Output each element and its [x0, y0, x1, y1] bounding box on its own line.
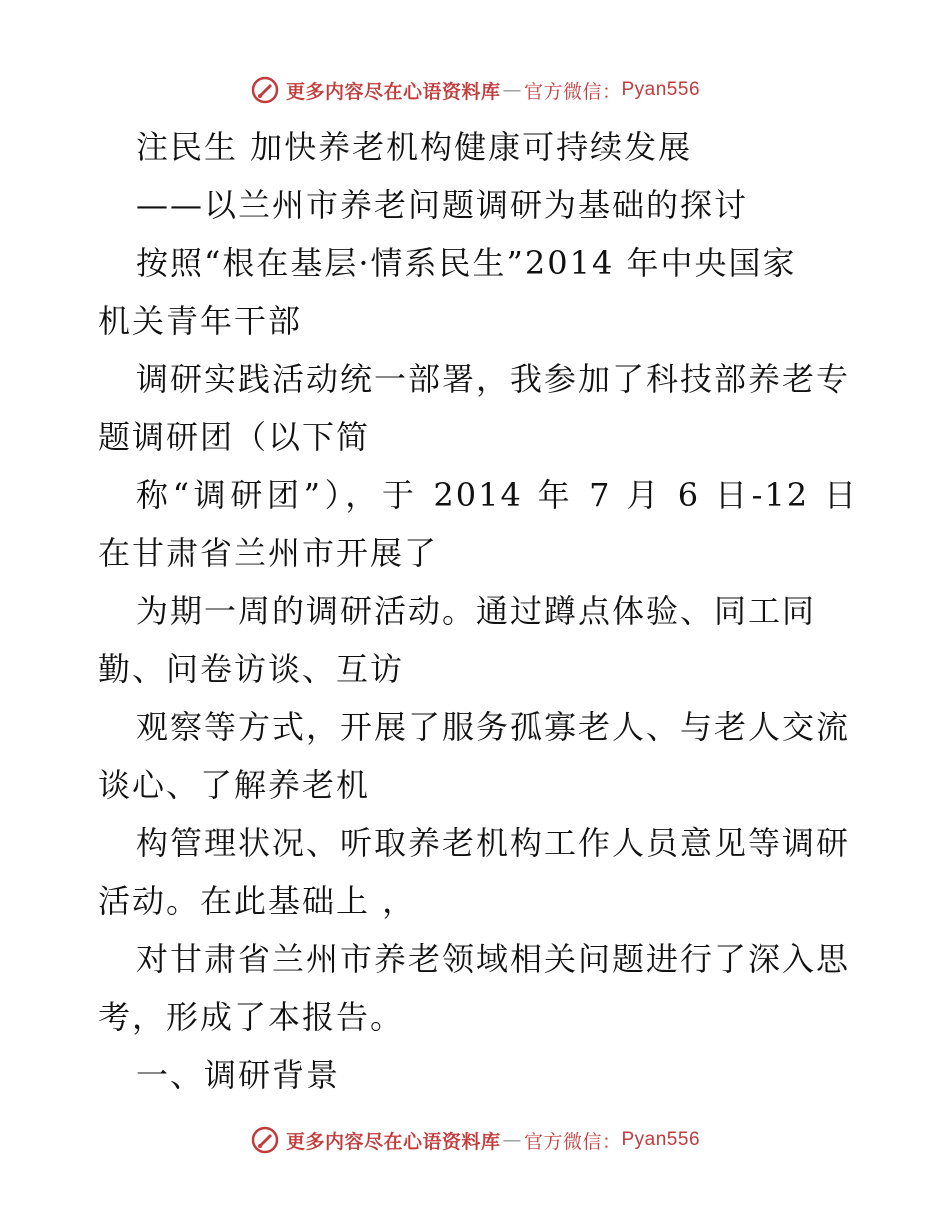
logo-icon: [250, 1125, 280, 1155]
text-line: 为期一周的调研活动。通过蹲点体验、同工同: [136, 592, 817, 630]
text-line: 在甘肃省兰州市开展了: [98, 534, 439, 572]
text-line: 注民生 加快养老机构健康可持续发展: [136, 128, 693, 166]
footer-watermark: [0, 1120, 950, 1160]
text-line: 机关青年干部: [98, 302, 303, 340]
watermark-separator: —: [502, 1129, 522, 1151]
text-line: ——以兰州市养老问题调研为基础的探讨: [136, 186, 749, 224]
text-line: 按照“根在基层·情系民生”2014 年中央国家: [136, 244, 797, 282]
watermark-label: 官方微信：: [523, 1130, 622, 1153]
text-line: 考，形成了本报告。: [98, 998, 405, 1036]
watermark-brand: 更多内容尽在心语资料库: [285, 1130, 501, 1153]
section-heading: 一、调研背景: [136, 1056, 341, 1094]
text-line: 题调研团（以下简: [98, 418, 371, 456]
watermark-id: Pyan556: [621, 79, 701, 100]
watermark-separator: —: [502, 79, 522, 101]
header-watermark: [0, 70, 950, 110]
watermark-id: Pyan556: [621, 1129, 701, 1150]
logo-icon: [250, 75, 280, 105]
text-line: 活动。在此基础上 ，: [98, 882, 417, 920]
document-body: [98, 118, 858, 1104]
watermark-label: 官方微信：: [523, 80, 622, 103]
text-line: 调研实践活动统一部署，我参加了科技部养老专: [136, 360, 851, 398]
watermark-brand: 更多内容尽在心语资料库: [285, 80, 501, 103]
text-line: 观察等方式，开展了服务孤寡老人、与老人交流: [136, 708, 851, 746]
text-line: 勤、问卷访谈、互访: [98, 650, 405, 688]
text-line: 构管理状况、听取养老机构工作人员意见等调研: [136, 824, 851, 862]
text-line: 谈心、了解养老机: [98, 766, 371, 804]
text-line: 对甘肃省兰州市养老领域相关问题进行了深入思: [136, 940, 851, 978]
text-line: 称“调研团”），于 2014 年 7 月 6 日-12 日: [136, 476, 858, 514]
